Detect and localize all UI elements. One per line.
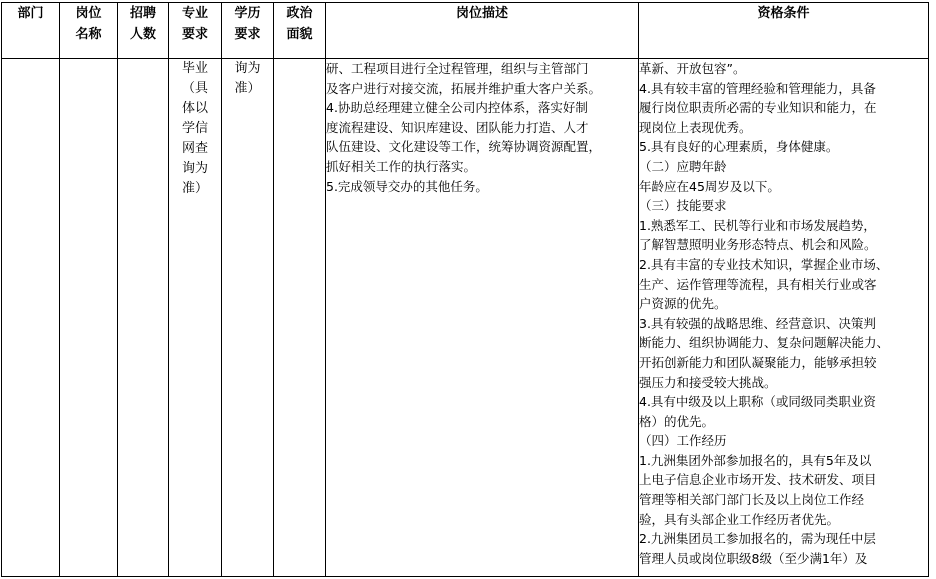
header-position-description: 岗位描述 xyxy=(326,3,639,59)
cell-qualifications: 革新、开放包容”。 4.具有较丰富的管理经验和管理能力，具备 履行岗位职责所必需的专业知识和能力，在 现岗位上表现优秀。 5.具有良好的心理素质，身体健康。 （二）应聘年龄 年龄应在45周岁及以下。 （三）技能要求 1.熟悉军工、民机等行业和市场发展趋势， 了解智慧照明业务形态特点、机会和风险。 2.具有丰富的专业技术知识，掌握企业市场、 生产、运作管理等流程，具有相关行业或客 户资源的优先。 3.具有较强的战略思维、经营意识、决策判 断能力、组织协调能力、复杂问题解决能力、 开拓创新能力和团队凝聚能力，能够承担较 强压力和接受较大挑战。 4.具有中级及以上职称（或同级同类职业资 格）的优先。 （四）工作经历 1.九洲集团外部参加报名的，具有5年及以 上电子信息企业市场开发、技术研发、项目 管理等相关部门部门长及以上岗位工作经 验，具有头部企业工作经历者优先。 2.九洲集团员工参加报名的，需为现任中层 管理人员或岗位职级8级（至少满1年）及 xyxy=(639,59,929,577)
cell-dept xyxy=(2,59,60,577)
header-qualifications: 资格条件 xyxy=(639,3,929,59)
cell-major-requirement: 毕业 （具 体以 学信 网查 询为 准） xyxy=(169,59,222,577)
cell-political-status xyxy=(274,59,326,577)
header-row xyxy=(2,3,929,59)
header-dept: 部门 xyxy=(2,3,60,59)
cell-position-description: 研、工程项目进行全过程管理，组织与主管部门 及客户进行对接交流，拓展并维护重大客户关系。 4.协助总经理建立健全公司内控体系，落实好制 度流程建设、知识库建设、团队能力打造、人才 队伍建设、文化建设等工作，统筹协调资源配置， 抓好相关工作的执行落实。 5.完成领导交办的其他任务。 xyxy=(326,59,639,577)
table-row xyxy=(2,59,929,577)
header-major-requirement: 专业 要求 xyxy=(169,3,222,59)
cell-headcount xyxy=(118,59,169,577)
recruitment-table xyxy=(1,2,929,577)
header-position-name: 岗位 名称 xyxy=(60,3,118,59)
header-political-status: 政治 面貌 xyxy=(274,3,326,59)
header-education-requirement: 学历 要求 xyxy=(222,3,274,59)
header-headcount: 招聘 人数 xyxy=(118,3,169,59)
cell-education-requirement: 询为 准） xyxy=(222,59,274,577)
cell-position-name xyxy=(60,59,118,577)
